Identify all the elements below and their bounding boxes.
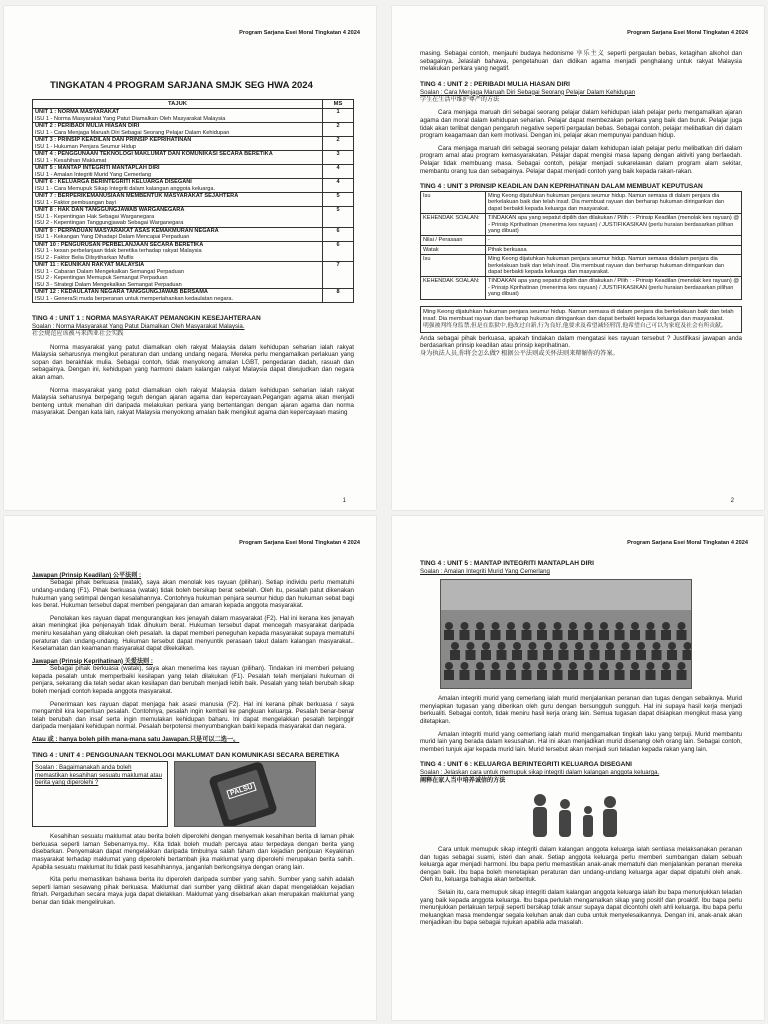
- crowd-person-body: [615, 630, 625, 640]
- case-label: Isu: [421, 191, 486, 213]
- crowd-person: [451, 642, 459, 650]
- toc-issue: ISU 2 - Faktor Belia Dilsytiharkan Muflis: [35, 254, 134, 261]
- case-table: [420, 191, 742, 300]
- crowd-person-body: [497, 650, 507, 660]
- answer-justice-para-2: Penolakan kes rayuan dapat mengurangkan kes jenayah dalam masyarakat (F2). Hal ini kerana kes jenayah akan meningkat jika penjenayah tidak dihukum berat. Hukuman tersebut dapat mencegah masyarakat daripada meniru kesalahan yang dilakukan oleh pesalah. Ia dapat memberi peneguhan kepada masyarakat supaya mematuhi peraturan dan undang-undang. Hukuman tersebut dapat menyuntik perasaan takut dalam kalangan masyarakat.. Keselamatan dan keamanan masyarakat dapat dikekalkan.: [32, 614, 354, 653]
- toc-page: 5: [323, 207, 354, 228]
- crowd-person-body: [584, 670, 594, 680]
- page-4: [392, 516, 764, 1020]
- crowd-person: [591, 642, 599, 650]
- crowd-person-body: [506, 670, 516, 680]
- crowd-person: [600, 622, 608, 630]
- crowd-person-body: [621, 650, 631, 660]
- toc-issue: ISU 2 - Kepentingan Memupuk Semangat Perpaduan: [35, 275, 168, 281]
- toc-unit: UNIT 9 : PERPADUAN MASYARAKAT ASAS KEMAKMURAN NEGARA: [35, 227, 219, 234]
- crowd-person: [492, 622, 500, 630]
- toc-page: 1: [323, 109, 354, 123]
- crowd-person: [461, 622, 469, 630]
- crowd-person: [492, 662, 500, 670]
- crowd-person: [560, 642, 568, 650]
- toc-row: [33, 179, 354, 193]
- case-label: Watak: [421, 245, 486, 254]
- unit6-heading: TING 4 : UNIT 6 : KELUARGA BERINTEGRITI KELUARGA DISEGANI: [420, 761, 632, 769]
- crowd-person: [600, 662, 608, 670]
- toc-page: 7: [323, 262, 354, 289]
- unit5-question: Soalan : Amalan Integriti Murid Yang Cemerlang: [420, 567, 550, 575]
- crowd-person-body: [677, 630, 687, 640]
- crowd-person: [631, 662, 639, 670]
- crowd-illustration: [441, 580, 691, 688]
- crowd-person-body: [444, 670, 454, 680]
- crowd-person: [637, 642, 645, 650]
- toc-row: [33, 109, 354, 123]
- crowd-person: [668, 642, 676, 650]
- crowd-person-body: [522, 670, 532, 680]
- crowd-person: [606, 642, 614, 650]
- running-header: Program Sarjana Esei Moral Tingkatan 4 2024: [627, 540, 748, 546]
- crowd-person: [662, 662, 670, 670]
- crowd-person: [523, 622, 531, 630]
- toc-row: [33, 137, 354, 151]
- crowd-person-body: [599, 630, 609, 640]
- crowd-person-body: [460, 670, 470, 680]
- crowd-person: [523, 662, 531, 670]
- unit2-question-zh: 学生在生活中维护尊严的方法: [420, 95, 500, 103]
- toc-page: 2: [323, 137, 354, 151]
- unit1-heading: TING 4 : UNIT 1 : NORMA MASYARAKAT PEMANGKIN KESEJAHTERAAN: [32, 315, 261, 322]
- crowd-person-body: [636, 650, 646, 660]
- crowd-person-body: [661, 670, 671, 680]
- toc-row: [33, 123, 354, 137]
- answer-care-title: Jawapan (Prinsip Keprihatinan) 关爱法则 :: [32, 657, 153, 665]
- crowd-person-body: [475, 630, 485, 640]
- crowd-person-body: [522, 630, 532, 640]
- toc-head-title: TAJUK: [33, 100, 323, 109]
- case-question-zh: 身为执法人员,你将会怎么做? 根据公平法则或关怀法则来辩解你的答案。: [420, 349, 619, 357]
- crowd-person-body: [475, 670, 485, 680]
- fake-news-image: [174, 761, 316, 827]
- crowd-person-body: [444, 630, 454, 640]
- crowd-person-body: [584, 630, 594, 640]
- toc-issue: ISU 1 - GeneraSi muda berperanan untuk mempertahankan kedaulatan negara.: [35, 295, 234, 302]
- unit5-heading: TING 4 : UNIT 5 : MANTAP INTEGRITI MANTAPLAH DIRI: [420, 560, 594, 567]
- toc-page: 4: [323, 179, 354, 193]
- toc-row: [33, 151, 354, 165]
- toc-unit: UNIT 1 : NORMA MASYARAKAT: [35, 109, 120, 115]
- case-row: [421, 214, 742, 236]
- case-text: TINDAKAN apa yang sepatut dipilih dan dilakukan / Pilih : - Prinsip Keadilan (menolak kes rayuan) @ - Prinsip Kprihatinan (menerima kes rayuan) / JUSTIFIKASIKAN (perlu huraian berdasarkan pilihan yang dibuat): [486, 214, 742, 236]
- toc-issue: ISU 1 - Kesahihan Maklumat: [35, 157, 107, 164]
- crowd-person: [498, 642, 506, 650]
- toc-issue: ISU 1 - Hukuman Penjara Seumur Hidup: [35, 143, 137, 150]
- crowd-person-body: [491, 630, 501, 640]
- phone-illustration: [175, 762, 315, 826]
- toc-page: 5: [323, 193, 354, 207]
- crowd-person: [662, 622, 670, 630]
- toc-issue: ISU 1 - kesan perbelanjaan tidak beretika terhadap rakyat Malaysia: [35, 248, 202, 254]
- toc-head-page: MS: [323, 100, 354, 109]
- crowd-person: [529, 642, 537, 650]
- unit6-para-2: Selain itu, cara memupuk sikap integriti dalam kalangan anggota keluarga ialah ibu bapa menunjukkan teladan yang baik kepada anggota keluarga. Ibu bapa perlulah mengamalkan sikap yang positif dan proaktif. Ibu bapa perlu menunjukkan perlakuan terpuji seperti bersikap tolak ansur supaya dapat dicontohi oleh ahli keluarga. Ibu bapa perlu meluangkan masa mendengar segala keluhan anak dan cuba untuk menyelesaikannya. Dengan ini, anak-anak akan menjadikan ibu bapa sebagai rujukan apabila ada masalah.: [420, 888, 742, 927]
- case-box-text: Ming Keong dijatuhkan hukuman penjara seumur hidup. Namun semasa di dalam penjara dia berkelakuan baik dan telah insaf. Dia membuat rayuan dan berharap hukuman diringankan dan dapat berbakti kepada keluarga dan masyarakat.: [423, 308, 734, 322]
- toc-page: 3: [323, 151, 354, 165]
- toc-row: [33, 262, 354, 289]
- unit1-question: Soalan : Norma Masyarakat Yang Patut Diamalkan Oleh Masyarakat Malaysia.: [32, 322, 245, 330]
- crowd-person: [585, 622, 593, 630]
- unit1-para-2: Norma masyarakat yang patut diamalkan oleh rakyat Malaysia dalam kehidupan seharian ialah rakyat Malaysia seharusnya berpegang teguh dengan ajaran agama dan kepercayaan.Pegangan agama akan menjadi benteng untuk menahan diri daripada melakukan perkara yang bertentangan dengan ajaran agama dan norma masyarakat. Dengan kata lain, rakyat Malaysia menyokong amalan baik mengikut agama dan kepercayaan masing: [32, 386, 354, 417]
- unit4-heading: TING 4 : UNIT 4 : PENGGUNAAN TEKNOLOGI MAKLUMAT DAN KOMUNIKASI SECARA BERETIKA: [32, 751, 340, 759]
- case-label: Isu: [421, 255, 486, 277]
- crowd-person-body: [652, 650, 662, 660]
- toc-page: 6: [323, 241, 354, 262]
- crowd-person: [622, 642, 630, 650]
- crowd-person: [538, 622, 546, 630]
- unit5-para-2: Amalan integriti murid yang cemerlang ialah murid mengamalkan tingkah laku yang terpuji. Murid membantu murid lain yang berada dalam kesusahan. Hal ini akan menjadikan murid disenangi oleh orang lain. Sebagai contoh, memberi tunjuk ajar kepada murid lain. Murid tersebut akan menjadi suri teladan kepada rakan yang lain.: [420, 730, 742, 753]
- crowd-person: [554, 662, 562, 670]
- case-text: TINDAKAN apa yang sepatut dipilih dan dilakukan / Pilih : - Prinsip Keadilan (menolak kes rayuan) @ - Prinsip Kprihatinan (menerima kes rayuan) / JUSTIFIKASIKAN (perlu huraian berdasarkan pilihan yang dibuat): [486, 277, 742, 299]
- toc-issue: ISU 1 - Cabaran Dalam Mengekalkan Semangat Perpaduan: [35, 268, 184, 275]
- crowd-person-body: [677, 670, 687, 680]
- toc-unit: UNIT 5 : MANTAP INTEGRITI MANTAPLAH DIRI: [35, 165, 160, 171]
- toc-row: [33, 241, 354, 262]
- table-of-contents: [32, 99, 354, 303]
- page-number: 2: [730, 498, 734, 504]
- crowd-person-body: [590, 650, 600, 660]
- fake-label: PALSU: [226, 782, 257, 800]
- page-1: [4, 6, 376, 510]
- toc-row: [33, 207, 354, 228]
- toc-unit: UNIT 3 : PRINSIP KEADILAN DAN PRINSIP KEPRIHATINAN: [35, 137, 192, 143]
- crowd-person: [445, 662, 453, 670]
- crowd-person-body: [537, 630, 547, 640]
- toc-page: 6: [323, 227, 354, 241]
- crowd-person-body: [683, 650, 692, 660]
- crowd-person-body: [528, 650, 538, 660]
- crowd-person-body: [568, 670, 578, 680]
- unit6-question-zh: 阐释在家人当中培养诚信的方法: [420, 776, 506, 784]
- crowd-person: [461, 662, 469, 670]
- crowd-person: [445, 622, 453, 630]
- crowd-person: [569, 622, 577, 630]
- toc-unit: UNIT 7 : BERPERIKEMANUSIAAN MEMBENTUK MASYARAKAT SEJAHTERA: [35, 193, 239, 199]
- crowd-person-body: [630, 670, 640, 680]
- running-header: Program Sarjana Esei Moral Tingkatan 4 2024: [239, 540, 360, 546]
- case-label: Nilai / Perasaan: [421, 236, 486, 245]
- family-icon: [510, 790, 640, 840]
- running-header: Program Sarjana Esei Moral Tingkatan 4 2024: [239, 30, 360, 36]
- crowd-person: [482, 642, 490, 650]
- case-question: Anda sebagai pihak berkuasa, apakah tindakan dalam mengatasi kes rayuan tersebut ? Justifikasi jawapan anda berdasarkan prinsip keadilan atau prinsip keprihatinan.: [420, 334, 742, 350]
- crowd-person: [585, 662, 593, 670]
- case-row: [421, 255, 742, 277]
- toc-unit: UNIT 4 : PENGGUNAAN TEKNOLOGI MAKLUMAT DAN KOMUNIKASI SECARA BERETIKA: [35, 151, 273, 157]
- crowd-person-body: [605, 650, 615, 660]
- crowd-person-body: [537, 670, 547, 680]
- toc-issue: ISU 1 - Kekangan Yang Dihadapi Dalam Mencapai Perpaduan: [35, 234, 190, 240]
- crowd-person-body: [661, 630, 671, 640]
- crowd-person-body: [646, 630, 656, 640]
- choose-one-note: Atau 或 : hanya boleh pilih mana-mana satu Jawapan.只是可以二选一。: [32, 735, 240, 743]
- crowd-person: [467, 642, 475, 650]
- unit4-para-1: Kesahihan sesuatu maklumat atau berita boleh diperolehi dengan menyemak kesahihan berita di laman pihak berkuasa seperti laman Sebenarnya.my.. Kita tidak boleh mudah percaya atau terpedaya dengan berita yang disebarkan. Penyemakan dapat mengelakkan daripada timbulnya salah faham dan kejadian penipuan Keyakinan masyarakat terhadap maklumat yang diperolehi bertambah jika maklumat yang diperolehi merupakan berita sahih. Apabila sesuatu maklumat itu tidak pasti kesahihannya, janganlah berkongsinya dengan orang lain.: [32, 833, 354, 871]
- crowd-person-body: [481, 650, 491, 660]
- crowd-person: [476, 622, 484, 630]
- case-box-text-zh: 明强被判终身监禁,但是在监狱中,他改过自新,行为良好,他要求及希望减轻刑罚,他希望自己可以为家庭及社会有所贡献。: [423, 322, 727, 329]
- crowd-person-body: [615, 670, 625, 680]
- toc-issue: ISU 1 - Amalan Integriti Murid Yang Cemerlang: [35, 171, 152, 178]
- unit6-question: Soalan : Jelaskan cara untuk memupuk sikap integriti dalam kalangan anggota keluarga.: [420, 769, 660, 777]
- crowd-person-body: [460, 630, 470, 640]
- crowd-person: [678, 662, 686, 670]
- toc-unit: UNIT 2 : PERIBADI MULIA HIASAN DIRI: [35, 123, 140, 129]
- case-text: Ming Keong dijatuhkan hukuman penjara seumur hidup. Namun semasa didalam penjara dia berkelakuan baik dan telah insaf. Dia membuat rayuan dan berharap hukuman diringankan dan dapat berbakti kepada keluarga dan masyarakat.: [486, 255, 742, 277]
- answer-care-para-1: Sebagai pihak berkuasa (watak), saya akan menerima kes rayuan (pilihan). Tindakan ini memberi peluang kepada pesalah untuk memperbaiki kesilapan yang telah dilakukan (F1). Pesalah telah menjalani hukuman di penjara, sekarang dia telah sedar akan kesilapan dan berubah menjadi lebih baik. Pesalah yang telah berubah sikap boleh menjadi contoh kepada anggota masyarakat.: [32, 665, 354, 695]
- toc-issue: ISU 1 - Norma Masyarakat Yang Patut Diamalkan Oleh Masyarakat Malaysia: [35, 115, 226, 122]
- case-text: Pihak berkuasa: [486, 245, 742, 254]
- crowd-person-body: [491, 670, 501, 680]
- case-row: [421, 236, 742, 245]
- crowd-person: [653, 642, 661, 650]
- toc-row: [33, 165, 354, 179]
- crowd-person: [507, 662, 515, 670]
- unit2-question: Soalan : Cara Menjaga Maruah Diri Sebagai Seorang Pelajar Dalam Kehidupan: [420, 88, 636, 96]
- toc-row: [33, 193, 354, 207]
- crowd-person: [569, 662, 577, 670]
- crowd-person: [538, 662, 546, 670]
- toc-unit: UNIT 8 : HAK DAN TANGGUNGJAWAB WARGANEGARA: [35, 207, 185, 213]
- case-row: [421, 245, 742, 254]
- toc-unit: UNIT 6 : KELUARGA BERINTEGRITI KELUARGA DISEGANI: [35, 179, 192, 185]
- crowd-person-body: [450, 650, 460, 660]
- unit2-para-1: Cara menjaga maruah diri sebagai seorang pelajar dalam kehidupan ialah pelajar perlu mengamalkan ajaran agama dan moral dalam kehidupan seharian. Pelajar dapat membezakan perkara yang baik dan buruk. Pelajar juga tidak akan terlibat dengan pengaruh negative seperti pergaulan bebas. Sebagai contoh, pelajar melibatkan diri dalam program keagamaan dan kem motivasi. Dengan ini, pelajar akan mempunyai panduan hidup.: [420, 109, 742, 140]
- crowd-person-body: [646, 670, 656, 680]
- crowd-person: [616, 662, 624, 670]
- unit5-para-1: Amalan integriti murid yang cemerlang ialah murid menjalankan peranan dan tugas dengan sebaiknya. Murid menyiapkan tugasan yang diberikan oleh guru dengan bersungguh sungguh. Hal ini supaya hasil kerja menjadi berkualiti. Sebagai contoh, tidak meniru hasil kerja orang lain. Semua tugasan dapat disiapkan mengikut masa yang ditetapkan.: [420, 695, 742, 725]
- toc-row: [33, 289, 354, 303]
- crowd-person: [616, 622, 624, 630]
- crowd-person-body: [559, 650, 569, 660]
- case-label: KEHENDAK SOALAN:: [421, 214, 486, 236]
- page-3: [4, 516, 376, 1020]
- page-2: [392, 6, 764, 510]
- crowd-person-body: [568, 630, 578, 640]
- toc-issue: ISU 1 - Faktor pembuangan bayi: [35, 199, 116, 206]
- toc-issue: ISU 1 - Cara Menjaga Maruah Diri Sebagai Seorang Pelajar Dalam Kehidupan: [35, 129, 230, 136]
- answer-justice-title: Jawapan (Prinsip Keadilan) 公平法则 :: [32, 572, 142, 579]
- unit4-para-2: Kita perlu memastikan bahawa berita itu diperoleh daripada sumber yang sahih. Sumber yang sahih adalah seperti laman sesawang pihak berkuasa. Maklumat dari sumber yang diiktiraf akan dapat mengelakkan kejadian fitnah. Pergaduhan secara maya juga dapat dielakkan. Maklumat yang disebarkan akan merupakan maklumat yang benar dan tidak mengelirukan.: [32, 876, 354, 907]
- case-box: [420, 306, 742, 333]
- case-row: [421, 277, 742, 299]
- crowd-person-body: [466, 650, 476, 660]
- unit2-heading: TING 4 : UNIT 2 : PERIBADI MULIA HIASAN DIRI: [420, 80, 570, 88]
- unit1-para-1: Norma masyarakat yang patut diamalkan oleh rakyat Malaysia dalam kehidupan seharian ialah rakyat Malaysia seharusnya mengikut peraturan dan undang undang negara. Mereka perlu mengamalkan perlakuan yang sopan dan berakhlak mulia. Sebagai contoh, tidak menyokong amalan LGBT, pengedaran dadah, rasuah dan sebagainya. Dengan ini, kehidupan yang harmoni dalam kalangan rakyat Malaysia dapat diwujudkan dan negara akan aman.: [32, 343, 354, 381]
- unit1-para-continued: masing. Sebagai contoh, menjauhi budaya hedonisme 享乐主义 seperti pergaulan bebas, ketagihan alkohol dan sebagainya. Jelaslah bahawa, pengetahuan dan didikan agama menjadi penghalang untuk rakyat Malaysia melakukan perkara yang negatif.: [420, 50, 742, 73]
- crowd-person: [575, 642, 583, 650]
- crowd-person-body: [512, 650, 522, 660]
- crowd-person-body: [574, 650, 584, 660]
- unit6-para-1: Cara untuk memupuk sikap integriti dalam kalangan anggota keluarga ialah sentiasa melaksanakan peranan dan tugas sebagai suami, isteri dan anak. Setiap anggota keluarga perlu memberi sumbangan dalam sebuah keluarga agar menjadi harmoni. Ibu bapa perlu memastikan anak-anak mematuhi dan menjalankan peranan mereka dengan baik. Ibu bapa boleh menetapkan peraturan dan undang-undang keluarga agar dapat dipatuhi oleh anak. Oleh itu, keluarga bahagia akan terbentuk.: [420, 845, 742, 884]
- toc-unit: UNIT 11 : KEUNIKAN RAKYAT MALAYSIA: [35, 262, 145, 268]
- case-row: [421, 191, 742, 213]
- unit3-heading: TING 4 : UNIT 3 PRINSIP KEADILAN DAN KEPRIHATINAN DALAM MEMBUAT KEPUTUSAN: [420, 183, 703, 191]
- running-header: Program Sarjana Esei Moral Tingkatan 4 2024: [627, 30, 748, 36]
- answer-justice-para-1: Sebagai pihak berkuasa (watak), saya akan menolak kes rayuan (pilihan). Setiap individu perlu mematuhi undang-undang (F1). Pihak berkuasa (watak) tidak boleh bersikap berat sebelah. Oleh itu, pesalah patut dikenakan hukuman yang setimpal dengan kesalahannya. Contohnya hukuman penjara seumur hidup dan hukuman sebat bagi kes berat. Hukuman tersebut dapat memberi pengajaran dan amaran kepada anggota masyarakat.: [32, 579, 354, 610]
- toc-unit: UNIT 10 : PENGURUSAN PERBELANJAAN SECARA BERETIKA: [35, 241, 204, 248]
- crowd-person: [647, 622, 655, 630]
- page-number: 1: [342, 498, 346, 504]
- crowd-person: [678, 622, 686, 630]
- toc-page: 4: [323, 165, 354, 179]
- crowd-person-body: [667, 650, 677, 660]
- document-title: TINGKATAN 4 PROGRAM SARJANA SMJK SEG HWA 2024: [50, 80, 313, 91]
- toc-issue: ISU 2 - Kepentingan Tanggungjawab Sebagai Warganegara: [35, 220, 184, 226]
- unit2-para-2: Cara menjaga maruah diri sebagai seorang pelajar dalam kehidupan ialah pelajar perlu melibatkan diri dalam program amal atau program kemasyarakatan. Pelajar dapat mengisi masa lapang dengan aktiviti yang berfaedah. Pelajar tidak membuang masa. Sebagai contoh, pelajar menjadi sukarelawan dalam program alam sekitar, membantu orang tua dan sebagainya. Pelajar dapat menjadi contoh yang baik kepada rakan-rakan.: [420, 144, 742, 175]
- crowd-person-body: [630, 630, 640, 640]
- toc-issue: ISU 1 - Cara Memupuk Sikap Integriti dalam kalangan anggota keluarga.: [35, 185, 216, 192]
- crowd-person: [554, 622, 562, 630]
- unit4-question: Soalan : Bagaimanakah anda boleh memastikan kesahihan sesuatu maklumat atau berita yang diperolehi ?: [35, 764, 163, 787]
- case-text: Ming Keong dijatuhkan hukuman penjara seumur hidup. Namun semasa di dalam penjara dia berkelakuan baik dan telah insaf. Dia membuat rayuan dan berharap hukuman diringankan dan dapat berbakti kepada keluarga dan masyarakat.: [486, 191, 742, 213]
- toc-issue: ISU 1 - Kepentingan Hak Sebagai Warganegara: [35, 213, 155, 220]
- toc-row: [33, 227, 354, 241]
- student-group-photo: [440, 579, 692, 689]
- toc-issue: ISU 3 - Strategi Dalam Mengekalkan Semangat Perpaduan: [35, 281, 182, 288]
- toc-page: 8: [323, 289, 354, 303]
- crowd-person: [647, 662, 655, 670]
- crowd-person-body: [543, 650, 553, 660]
- crowd-person: [507, 622, 515, 630]
- toc-unit: UNIT 12 : KEDAULATAN NEGARA TANGGUNGJAWAB BERSAMA: [35, 289, 208, 295]
- unit4-question-box: [32, 761, 168, 827]
- case-text: -: [486, 236, 742, 245]
- crowd-person: [631, 622, 639, 630]
- crowd-person: [544, 642, 552, 650]
- crowd-person-body: [599, 670, 609, 680]
- unit1-question-zh: 社会规范应该被马来西亚社会实践: [32, 330, 124, 338]
- crowd-person: [476, 662, 484, 670]
- answer-care-para-2: Penerimaan kes rayuan dapat menjaga hak asasi manusia (F2). Hal ini kerana pihak berkuasa / saya mengambil kira keperluan pesalah. Contohnya, pesalah ingin kembali ke pangkuan keluarga. Pesalah benar-benar telah berubah dan insaf serta ingin memulakan kehidupan baharu. Ini dapat mengelakkan pesalah terpinggir daripada menjalani kehidupan normal. Pesalah berpotensi menyumbangkan bakti kepada masyarakat dan negara.: [32, 700, 354, 731]
- crowd-person: [513, 642, 521, 650]
- crowd-person-body: [506, 630, 516, 640]
- toc-page: 2: [323, 123, 354, 137]
- crowd-person-body: [553, 670, 563, 680]
- crowd-person-body: [553, 630, 563, 640]
- case-label: KEHENDAK SOALAN:: [421, 277, 486, 299]
- family-illustration: [510, 790, 640, 840]
